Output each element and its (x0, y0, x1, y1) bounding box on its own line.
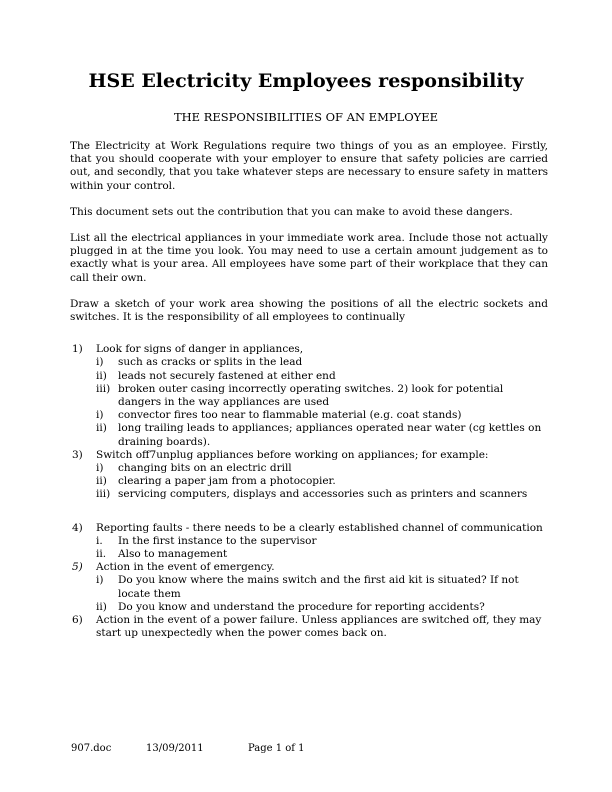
list-item (96, 488, 548, 501)
paragraph-draw-sketch: Draw a sketch of your work area showing the positions of all the electric sockets and switches. It is the responsibility of all employees to continually (70, 297, 548, 324)
list-item (96, 462, 548, 475)
document-subtitle: THE RESPONSIBILITIES OF AN EMPLOYEE (173, 110, 439, 124)
list-item-label: iii) (96, 382, 111, 395)
list-item-label: 5) (72, 561, 83, 574)
list-item-text: Look for signs of danger in appliances, (96, 343, 304, 356)
list-item-label: 4) (72, 521, 83, 534)
paragraph-list-appliances: List all the electrical appliances in your immediate work area. Include those not actually plugged in at the time you look. You may need to use a certain amount judgement as to exactly what is your area. All employees have some part of their workplace that they can call their own. (70, 232, 548, 284)
list-item-label: i) (96, 462, 104, 475)
list-item-text: Also to management (118, 548, 228, 561)
list-item-text: Do you know where the mains switch and the first aid kit is situated? If not locate them (118, 574, 519, 600)
list-item-text: leads not securely fastened at either end (118, 369, 336, 382)
list-item-label: i) (96, 574, 104, 587)
list-item-text: Action in the event of emergency. (96, 561, 275, 574)
page-footer (0, 743, 612, 757)
list-item-label: i) (96, 409, 104, 422)
list-item (72, 522, 548, 535)
list-item-label: ii. (96, 548, 107, 561)
list-item (96, 409, 548, 422)
list-item (72, 561, 548, 574)
list-item-text: convector fires too near to flammable material (e.g. coat stands) (118, 409, 462, 422)
paragraph-regulations: The Electricity at Work Regulations require two things of you as an employee. Firstly, that you should cooperate with your employer to ensure that safety policies are carried out, and secondly, that you take whatever steps are necessary to ensure safety in matters within your control. (70, 140, 548, 192)
paragraph-purpose: This document sets out the contribution that you can make to avoid these dangers. (70, 205, 513, 218)
list-item (96, 370, 548, 383)
list-item-label: 6) (72, 614, 83, 627)
list-item (96, 356, 548, 369)
list-item-label: ii) (96, 600, 107, 613)
list-item-text: changing bits on an electric drill (118, 462, 292, 475)
list-item-text: In the first instance to the supervisor (118, 534, 317, 547)
document-body (70, 140, 548, 641)
list-item (72, 614, 548, 640)
list-item-label: ii) (96, 422, 107, 435)
list-item (96, 535, 548, 548)
list-item-label: 1) (72, 343, 83, 356)
list-item-label: i) (96, 356, 104, 369)
list-item-text: clearing a paper jam from a photocopier. (118, 475, 336, 488)
list-item-text: such as cracks or splits in the lead (118, 356, 303, 369)
list-item (96, 601, 548, 614)
list-item-text: long trailing leads to appliances; appliances operated near water (cg kettles on draining boards). (118, 422, 542, 448)
list-item-label: ii) (96, 369, 107, 382)
list-item-text: broken outer casing incorrectly operating switches. 2) look for potential dangers in the way appliances are used (118, 382, 504, 409)
footer-page-number: Page 1 of 1 (248, 743, 305, 754)
list-item-text: Switch off7unplug appliances before working on appliances; for example: (96, 448, 489, 461)
footer-filename: 907.doc (71, 743, 112, 754)
list-item-label: 3) (72, 448, 83, 461)
list-item (96, 475, 548, 488)
list-item (96, 422, 548, 448)
list-item (72, 343, 548, 356)
list-item-text: Do you know and understand the procedure for reporting accidents? (118, 600, 485, 613)
list-item (96, 574, 548, 600)
list-item-label: i. (96, 534, 103, 547)
list-item-text: Action in the event of a power failure. Unless appliances are switched off, they may start up unexpectedly when the power comes back on. (96, 614, 542, 640)
list-item (72, 449, 548, 462)
list-item (96, 548, 548, 561)
list-item-label: iii) (96, 488, 111, 501)
list-item-text: servicing computers, displays and accessories such as printers and scanners (118, 488, 528, 501)
footer-date: 13/09/2011 (146, 743, 204, 754)
list-item-text: Reporting faults - there needs to be a clearly established channel of communication (96, 521, 543, 534)
list-item-label: ii) (96, 475, 107, 488)
list-item (96, 383, 548, 409)
responsibilities-list (70, 343, 548, 640)
document-title: HSE Electricity Employees responsibility (88, 70, 524, 92)
